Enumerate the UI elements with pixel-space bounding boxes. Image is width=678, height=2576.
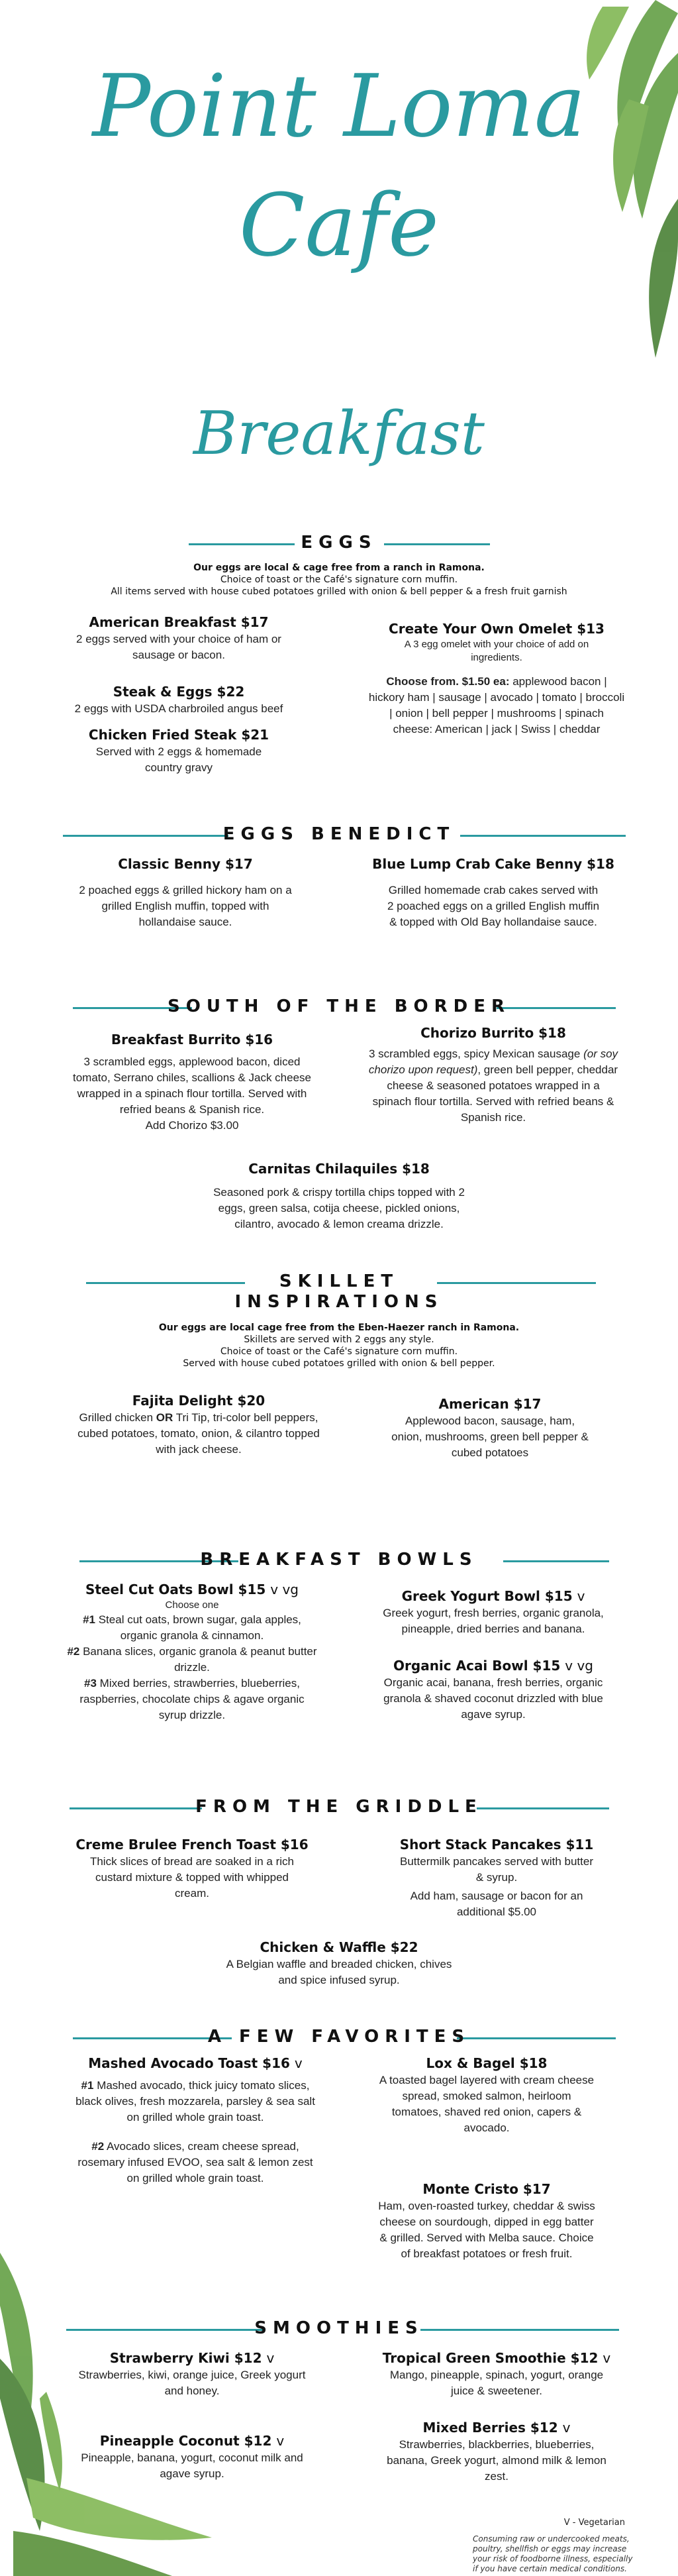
- menu-item-strawberry-kiwi: [73, 2349, 311, 2399]
- item-description: Strawberries, kiwi, orange juice, Greek yogurt and honey.: [78, 2369, 306, 2397]
- options-label: Choose from. $1.50 ea:: [386, 675, 510, 688]
- item-description: Applewood bacon, sausage, ham, onion, mushrooms, green bell pepper & cubed potatoes: [391, 1415, 589, 1459]
- item-name: Short Stack Pancakes $11: [399, 1837, 594, 1852]
- vegetarian-legend: V - Vegetarian: [563, 2518, 625, 2528]
- item-name: Organic Acai Bowl $15: [393, 1658, 561, 1674]
- menu-item-american-breakfast: [73, 613, 285, 663]
- food-safety-disclaimer: Consuming raw or undercooked meats, poultry, shellfish or eggs may increase your risk of foodborne illness, especially if you have certain medical conditions.: [473, 2534, 633, 2573]
- section-title: SMOOTHIES: [254, 2318, 424, 2338]
- item-description: Served with 2 eggs & homemade country gravy: [95, 745, 262, 774]
- item-description: 2 eggs with USDA charbroiled angus beef: [74, 702, 283, 715]
- item-name: Steel Cut Oats Bowl $15: [85, 1582, 266, 1597]
- diet-tag: v: [294, 2055, 303, 2071]
- item-name: American Breakfast $17: [89, 614, 269, 630]
- section-title: FROM THE GRIDDLE: [195, 1797, 483, 1817]
- option-2: [66, 1644, 318, 1676]
- item-description: A Belgian waffle and breaded chicken, chives and spice infused syrup.: [226, 1958, 452, 1986]
- desc-part: Grilled chicken: [79, 1411, 154, 1424]
- menu-item-lox-bagel: [377, 2054, 596, 2136]
- menu-item-tropical-green-smoothie: [377, 2349, 616, 2399]
- section-header-breakfast-bowls: [0, 1547, 678, 1574]
- section-title-line2: INSPIRATIONS: [234, 1292, 444, 1312]
- section-header-a-few-favorites: [0, 2024, 678, 2051]
- item-name: Blue Lump Crab Cake Benny $18: [372, 856, 614, 872]
- item-description: Grilled homemade crab cakes served with 2 poached eggs on a grilled English muffin & topped with Old Bay hollandaise sauce.: [387, 884, 600, 928]
- diet-tag: v: [577, 1588, 585, 1604]
- option-text: Mashed avocado, thick juicy tomato slices, black olives, fresh mozzarela, parsley & sea salt on grilled whole grain toast.: [75, 2079, 315, 2123]
- item-name: Mashed Avocado Toast $16: [88, 2055, 290, 2071]
- section-title: SOUTH OF THE BORDER: [167, 996, 510, 1016]
- item-name: Greek Yogurt Bowl $15: [401, 1588, 573, 1604]
- menu-item-steak-eggs: [60, 682, 298, 717]
- item-description: Thick slices of bread are soaked in a rich custard mixture & topped with whipped cream.: [89, 1855, 295, 1900]
- section-header-from-the-griddle: [0, 1794, 678, 1821]
- menu-item-chicken-waffle: [225, 1938, 453, 1988]
- option-text: Banana slices, organic granola & peanut butter drizzle.: [83, 1645, 317, 1674]
- item-description: A toasted bagel layered with cream cheese spread, smoked salmon, heirloom tomatoes, shaved red onion, capers & avocado.: [379, 2074, 595, 2134]
- options-list: applewood bacon | hickory ham | sausage | avocado | tomato | broccoli | onion | bell pepper | mushrooms | spinach: [368, 675, 625, 720]
- option-1: [73, 2078, 318, 2125]
- item-description: Ham, oven-roasted turkey, cheddar & swiss cheese on sourdough, dipped in egg batter & grilled. Served with Melba sauce. Choice of breakfast potatoes or fresh fruit.: [378, 2200, 595, 2260]
- menu-title: Breakfast: [193, 399, 485, 468]
- menu-item-mixed-berries: [384, 2418, 609, 2485]
- section-header-south-of-the-border: [0, 994, 678, 1020]
- omelet-options: [367, 674, 626, 722]
- menu-item-short-stack-pancakes: [397, 1835, 596, 1920]
- eggs-note-2: Choice of toast or the Café's signature corn muffin.: [220, 574, 458, 585]
- menu-item-american-skillet: [391, 1395, 589, 1461]
- diet-tag: v: [562, 2420, 571, 2436]
- menu-item-crab-cake-benny: [371, 855, 616, 930]
- item-name: Breakfast Burrito $16: [111, 1032, 273, 1047]
- item-description: Pineapple, banana, yogurt, coconut milk and agave syrup.: [81, 2451, 303, 2480]
- item-name: Creme Brulee French Toast $16: [75, 1837, 309, 1852]
- desc-part: 3 scrambled eggs, spicy Mexican sausage: [368, 1047, 581, 1060]
- section-header-eggs: [0, 530, 678, 557]
- item-description: Buttermilk pancakes served with butter & syrup.: [400, 1855, 593, 1884]
- section-title: SKILLET: [279, 1271, 399, 1291]
- section-header-skillet: [0, 1269, 678, 1295]
- menu-item-create-omelet: [367, 619, 626, 737]
- section-header-smoothies: [0, 2316, 678, 2342]
- menu-item-mashed-avocado-toast: [73, 2054, 318, 2186]
- menu-item-fajita-delight: [73, 1391, 324, 1458]
- item-description: [73, 1410, 324, 1458]
- item-name: Steak & Eggs $22: [113, 684, 245, 700]
- menu-item-creme-brulee-french-toast: [66, 1835, 318, 1902]
- item-name: American $17: [438, 1396, 542, 1412]
- item-addon: Add ham, sausage or bacon for an additional $5.00: [410, 1890, 583, 1918]
- item-description: 3 scrambled eggs, applewood bacon, diced tomato, Serrano chiles, scallions & Jack cheese wrapped in a spinach flour tortilla. Served with refried beans & Spanish rice.: [72, 1055, 311, 1116]
- item-description: Mango, pineapple, spinach, yogurt, orange juice & sweetener.: [389, 2369, 604, 2397]
- menu-item-pineapple-coconut: [73, 2432, 311, 2482]
- item-name: Tropical Green Smoothie $12: [382, 2350, 599, 2366]
- option-number: #1: [81, 2079, 94, 2092]
- item-name: Lox & Bagel $18: [426, 2055, 548, 2071]
- desc-part: , green bell pepper, cheddar cheese & seasoned potatoes wrapped in a spinach flour tortilla. Served with refried beans & Spanish rice.: [372, 1063, 618, 1124]
- item-addon: Add Chorizo $3.00: [145, 1119, 239, 1132]
- item-name: Pineapple Coconut $12: [99, 2433, 272, 2449]
- desc-part-italic: (or soy chorizo upon request): [368, 1047, 618, 1076]
- desc-or: OR: [156, 1411, 173, 1424]
- option-text: Mixed berries, strawberries, blueberries, raspberries, chocolate chips & agave organic syrup drizzle.: [79, 1677, 305, 1721]
- option-1: [66, 1612, 318, 1644]
- item-name: Chicken Fried Steak $21: [88, 727, 269, 743]
- section-header-eggs-benedict: [0, 822, 678, 848]
- menu-item-chicken-fried-steak: [79, 725, 278, 776]
- palm-leaf-bottom-left-illustration: [0, 2226, 225, 2576]
- section-title: A FEW FAVORITES: [207, 2027, 471, 2047]
- item-description: [367, 1046, 619, 1126]
- item-name: Chicken & Waffle $22: [260, 1939, 418, 1955]
- item-description: Seasoned pork & crispy tortilla chips topped with 2 eggs, green salsa, cotija cheese, pickled onions, cilantro, avocado & lemon creama drizzle.: [213, 1186, 465, 1230]
- eggs-note-3: All items served with house cubed potatoes grilled with onion & bell pepper & a fresh fruit garnish: [111, 586, 567, 597]
- option-text: Avocado slices, cream cheese spread, rosemary infused EVOO, sea salt & lemon zest on grilled whole grain toast.: [77, 2140, 313, 2184]
- section-title: EGGS: [301, 533, 377, 553]
- item-description: Greek yogurt, fresh berries, organic granola, pineapple, dried berries and banana.: [383, 1607, 604, 1635]
- choose-label: Choose one: [165, 1599, 219, 1611]
- option-number: #2: [67, 1645, 80, 1658]
- skillet-note-3: Choice of toast or the Café's signature corn muffin.: [220, 1346, 458, 1357]
- diet-tag: v: [603, 2350, 611, 2366]
- eggs-note-1: Our eggs are local & cage free from a ranch in Ramona.: [193, 563, 485, 573]
- item-description: Organic acai, banana, fresh berries, organic granola & shaved coconut drizzled with blue agave syrup.: [383, 1676, 603, 1721]
- cheese-options: cheese: American | jack | Swiss | cheddar: [393, 723, 601, 735]
- option-number: #2: [91, 2140, 105, 2153]
- item-name: Chorizo Burrito $18: [420, 1025, 566, 1041]
- menu-item-classic-benny: [73, 855, 298, 930]
- item-description: 2 poached eggs & grilled hickory ham on a grilled English muffin, topped with hollandaise sauce.: [79, 884, 292, 928]
- item-name: Carnitas Chilaquiles $18: [248, 1161, 430, 1177]
- item-name: Create Your Own Omelet $13: [389, 621, 605, 637]
- item-name: Strawberry Kiwi $12: [109, 2350, 262, 2366]
- option-3: [66, 1676, 318, 1723]
- diet-tag: v vg: [270, 1582, 299, 1597]
- desc-part: Tri Tip, tri-color bell peppers, cubed potatoes, tomato, onion, & cilantro topped with jack cheese.: [77, 1411, 320, 1456]
- menu-item-carnitas-chilaquiles: [199, 1159, 479, 1232]
- section-title: BREAKFAST BOWLS: [200, 1550, 478, 1570]
- menu-item-breakfast-burrito: [66, 1030, 318, 1134]
- item-name: Classic Benny $17: [118, 856, 253, 872]
- menu-item-steel-cut-oats: [66, 1580, 318, 1723]
- option-text: Steal cut oats, brown sugar, gala apples, organic granola & cinnamon.: [98, 1613, 301, 1642]
- restaurant-name: Point Loma: [92, 56, 586, 156]
- item-name: Mixed Berries $12: [422, 2420, 558, 2436]
- skillet-note-1: Our eggs are local cage free from the Eben-Haezer ranch in Ramona.: [158, 1322, 520, 1333]
- menu-item-chorizo-burrito: [367, 1024, 619, 1126]
- item-name: Fajita Delight $20: [132, 1393, 266, 1409]
- item-description: 2 eggs served with your choice of ham or sausage or bacon.: [76, 633, 281, 661]
- menu-item-acai-bowl: [371, 1656, 616, 1723]
- item-name: Monte Cristo $17: [422, 2181, 551, 2197]
- item-description: Strawberries, blackberries, blueberries, banana, Greek yogurt, almond milk & lemon zest.: [387, 2438, 606, 2483]
- diet-tag: v vg: [565, 1658, 593, 1674]
- item-description: A 3 egg omelet with your choice of add on ingredients.: [404, 639, 589, 663]
- skillet-note-4: Served with house cubed potatoes grilled with onion & bell pepper.: [183, 1358, 495, 1369]
- option-number: #1: [83, 1613, 95, 1626]
- menu-item-monte-cristo: [377, 2180, 596, 2262]
- menu-item-greek-yogurt-bowl: [371, 1587, 616, 1637]
- section-title: EGGS BENEDICT: [222, 824, 456, 844]
- diet-tag: v: [266, 2350, 275, 2366]
- diet-tag: v: [276, 2433, 285, 2449]
- restaurant-name-line2: Cafe: [238, 175, 440, 276]
- option-2: [73, 2139, 318, 2186]
- skillet-note-2: Skillets are served with 2 eggs any style.: [244, 1334, 434, 1345]
- option-number: #3: [84, 1677, 97, 1690]
